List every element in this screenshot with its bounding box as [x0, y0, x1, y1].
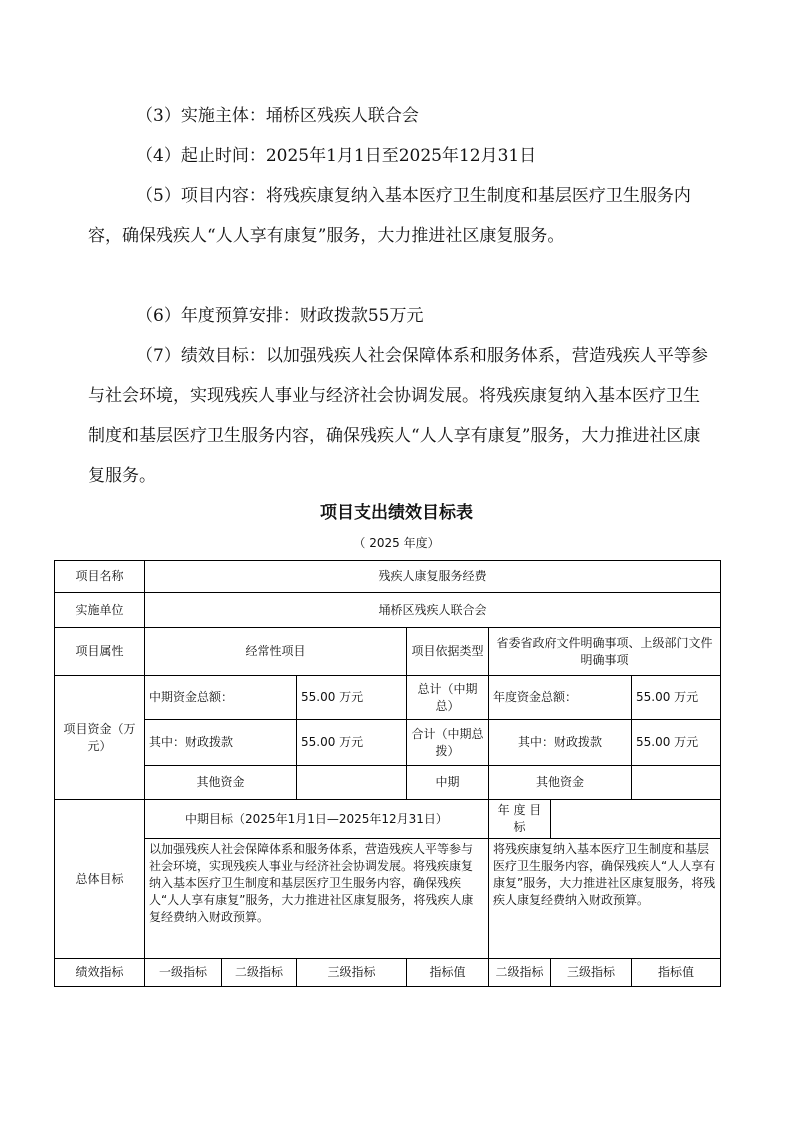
table-row: [55, 628, 721, 676]
mid-goal-text: 以加强残疾人社会保障体系和服务体系，营造残疾人平等参与社会环境，实现残疾人事业与经济社会协调发展。将残疾康复纳入基本医疗卫生制度和基层医疗卫生服务内容，确保残疾人“人人享有康复”服务，大力推进社区康复服务，将残疾人康复经费纳入财政预算。: [145, 839, 489, 959]
table-row: [55, 839, 721, 959]
implementer-label: 实施单位: [55, 593, 145, 628]
mid-goal-header: 中期目标（2025年1月1日—2025年12月31日）: [145, 800, 489, 839]
table-title: 项目支出绩效目标表: [320, 503, 473, 523]
basis-type-label: 项目依据类型: [407, 628, 489, 676]
project-name-label: 项目名称: [55, 561, 145, 593]
indicator-value-header: 指标值: [407, 959, 489, 987]
year-goal-text: 将残疾康复纳入基本医疗卫生制度和基层医疗卫生服务内容，确保残疾人“人人享有康复”服务，大力推进社区康复服务，将残疾人康复经费纳入财政预算。: [489, 839, 721, 959]
level2-header-b: 二级指标: [489, 959, 551, 987]
paragraph-goal: （7）绩效目标：以加强残疾人社会保障体系和服务体系，营造残疾人平等参与社会环境，实现残疾人事业与经济社会协调发展。将残疾康复纳入基本医疗卫生制度和基层医疗卫生服务内容，确保残疾人“人人享有康复”服务，大力推进社区康复服务。: [88, 346, 708, 486]
level3-header: 三级指标: [297, 959, 407, 987]
table-row: [55, 561, 721, 593]
year-fin-label: 其中：财政拨款: [489, 720, 632, 766]
table-row: [55, 800, 721, 839]
project-attr-value: 经常性项目: [145, 628, 407, 676]
other-fund-label-2: 其他资金: [489, 766, 632, 800]
level2-header: 二级指标: [222, 959, 297, 987]
project-name-value: 残疾人康复服务经费: [145, 561, 721, 593]
mid-fin-value: 55.00 万元: [297, 720, 407, 766]
indicator-value-header-b: 指标值: [632, 959, 721, 987]
paragraph-budget: （6）年度预算安排：财政拨款55万元: [136, 306, 424, 326]
other-fund-value: [297, 766, 407, 800]
mid-total-label: 中期资金总额：: [145, 676, 297, 720]
table-row: [55, 766, 721, 800]
level3-header-b: 三级指标: [551, 959, 632, 987]
project-fund-label: 项目资金（万元）: [55, 676, 145, 800]
table-row: [55, 720, 721, 766]
paragraph-content: （5）项目内容：将残疾康复纳入基本医疗卫生制度和基层医疗卫生服务内容，确保残疾人“人人享有康复”服务，大力推进社区康复服务。: [88, 186, 691, 246]
table-subtitle: （ 2025 年度）: [353, 536, 440, 550]
overall-goal-label: 总体目标: [55, 800, 145, 959]
table-row: [55, 959, 721, 987]
year-total-value: 55.00 万元: [632, 676, 721, 720]
table-row: [55, 593, 721, 628]
mid-fin-label: 其中：财政拨款: [145, 720, 297, 766]
year-total-label: 年度资金总额：: [489, 676, 632, 720]
perf-indicator-label: 绩效指标: [55, 959, 145, 987]
other-fund-value-2: [632, 766, 721, 800]
project-attr-label: 项目属性: [55, 628, 145, 676]
year-fin-value: 55.00 万元: [632, 720, 721, 766]
mid-total-value: 55.00 万元: [297, 676, 407, 720]
year-goal-header-blank: [551, 800, 721, 839]
paragraph-period: （4）起止时间：2025年1月1日至2025年12月31日: [136, 146, 537, 166]
basis-type-value: 省委省政府文件明确事项、上级部门文件明确事项: [489, 628, 721, 676]
performance-target-table: [54, 560, 721, 987]
paragraph-implementer: （3）实施主体：埇桥区残疾人联合会: [136, 106, 419, 126]
implementer-value: 埇桥区残疾人联合会: [145, 593, 721, 628]
sum-mid-total-label: 总计（中期总）: [407, 676, 489, 720]
year-goal-header: 年 度 目标: [489, 800, 551, 839]
level1-header: 一级指标: [145, 959, 222, 987]
sum-mid-fin-label: 合计（中期总拨）: [407, 720, 489, 766]
other-fund-label: 其他资金: [145, 766, 297, 800]
mid-label: 中期: [407, 766, 489, 800]
table-row: [55, 676, 721, 720]
